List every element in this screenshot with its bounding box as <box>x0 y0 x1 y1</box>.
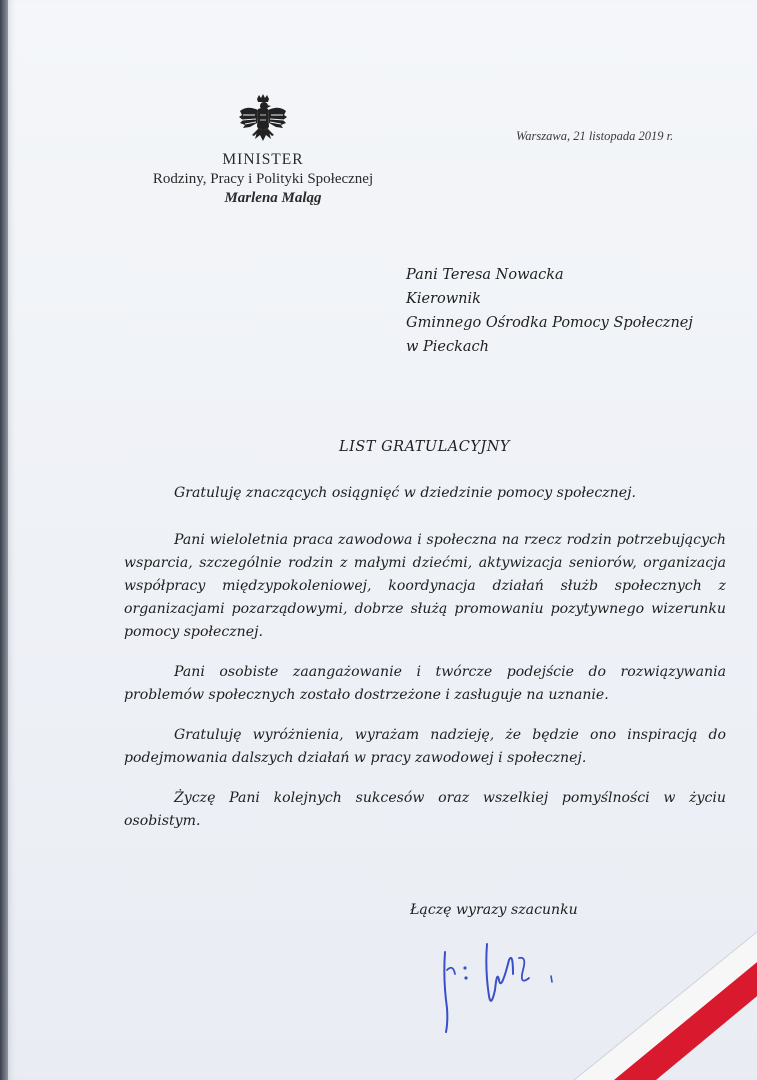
letterhead <box>113 93 413 207</box>
paragraph: Gratuluję wyróżnienia, wyrażam nadzieję, że będzie ono inspiracją do podejmowania dalszych działań w pracy zawodowej i społecznej. <box>124 727 726 766</box>
closing-phrase: Łączę wyrazy szacunku <box>410 902 578 918</box>
letter-body <box>124 482 726 850</box>
addressee-institution: Gminnego Ośrodka Pomocy Społecznej <box>406 315 693 331</box>
scan-left-edge <box>0 0 8 1080</box>
addressee-position: Kierownik <box>406 291 481 307</box>
paragraph: Pani wieloletnia praca zawodowa i społeczna na rzecz rodzin potrzebujących wsparcia, szczególnie rodzin z małymi dziećmi, aktywizacja seniorów, organizacja współpracy międzypokoleniowej, koordynacja działań służb społecznych z organizacjami pozarządowymi, dobrze służą promowaniu pozytywnego wizerunku pomocy społecznej. <box>124 532 726 640</box>
paragraph: Życzę Pani kolejnych sukcesów oraz wszelkiej pomyślności w życiu osobistym. <box>124 790 726 829</box>
minister-title: MINISTER <box>222 151 304 168</box>
letter-page <box>8 0 757 1080</box>
paragraph: Gratuluję znaczących osiągnięć w dziedzinie pomocy społecznej. <box>174 485 636 501</box>
addressee-block <box>406 263 693 359</box>
paragraph: Pani osobiste zaangażowanie i twórcze podejście do rozwiązywania problemów społecznych zostało dostrzeżone i zasługuje na uznanie. <box>124 664 726 703</box>
ministry-name: Rodziny, Pracy i Polityki Społecznej <box>152 171 374 187</box>
letter-title: LIST GRATULACYJNY <box>339 439 510 455</box>
polish-eagle-emblem <box>237 93 289 147</box>
letter-date: Warszawa, 21 listopada 2019 r. <box>516 129 674 143</box>
minister-name: Marlena Maląg <box>224 190 322 206</box>
addressee-name: Pani Teresa Nowacka <box>406 267 564 283</box>
white-red-ribbon <box>528 905 757 1080</box>
addressee-location: w Pieckach <box>406 339 490 355</box>
